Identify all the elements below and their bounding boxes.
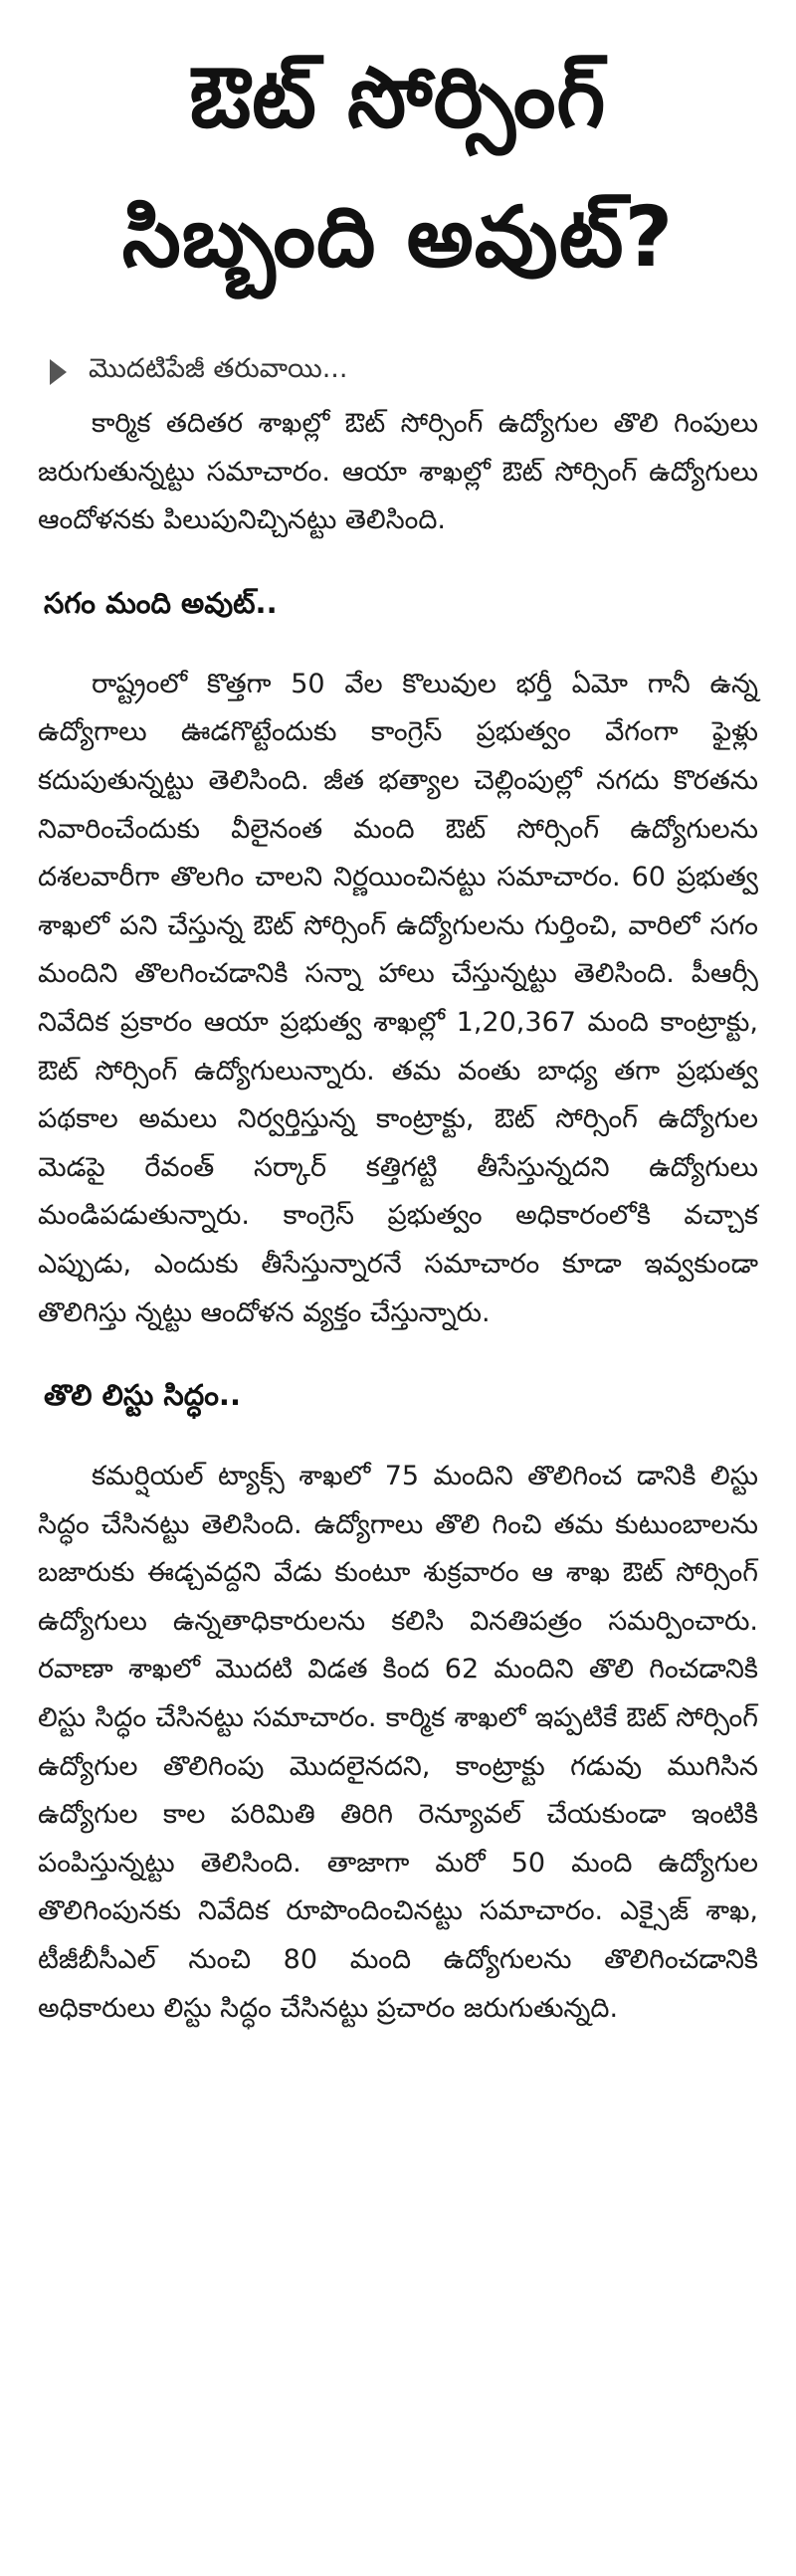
paragraph-intro: కార్మిక తదితర శాఖల్లో ఔట్ సోర్సింగ్ ఉద్యోగుల తొలి గింపులు జరుగుతున్నట్టు సమాచారం. ఆయా శాఖల్లో ఔట్ సోర్సింగ్ ఉద్యోగులు ఆందోళనకు పిలుపునిచ్చినట్టు తెలిసింది. xyxy=(38,408,758,536)
headline xyxy=(38,0,758,306)
paragraph-first-list: కమర్షియల్ ట్యాక్స్ శాఖలో 75 మందిని తొలిగించ డానికి లిస్టు సిద్ధం చేసినట్టు తెలిసింది. ఉద్యోగాలు తొలి గించి తమ కుటుంబాలను బజారుకు ఈడ్చవద్దని వేడు కుంటూ శుక్రవారం ఆ శాఖ ఔట్ సోర్సింగ్ ఉద్యోగులు ఉన్నతాధికారులను కలిసి వినతిపత్రం సమర్పించారు. రవాణా శాఖలో మొదటి విడత కింద 62 మందిని తొలి గించడానికి లిస్టు సిద్ధం చేసినట్టు సమాచారం. కార్మిక శాఖలో ఇప్పటికే ఔట్ సోర్సింగ్ ఉద్యోగుల తొలిగింపు మొదలైనదని, కాంట్రాక్టు గడువు ముగిసిన ఉద్యోగుల కాల పరిమితి తిరిగి రెన్యూవల్ చేయకుండా ఇంటికి పంపిస్తున్నట్టు తెలిసింది. తాజాగా మరో 50 మంది ఉద్యోగుల తొలిగింపునకు నివేదిక రూపొందించినట్టు సమాచారం. ఎక్సైజ్ శాఖ, టీజీబీసీఎల్ నుంచి 80 మంది ఉద్యోగులను తొలిగించడానికి అధికారులు లిస్టు సిద్ధం చేసినట్టు ప్రచారం జరుగుతున్నది. xyxy=(38,1461,758,2024)
chevron-right-icon xyxy=(50,359,67,385)
headline-line-2: సిబ్బంది అవుట్? xyxy=(121,188,675,286)
paragraph-half-out: రాష్ట్రంలో కొత్తగా 50 వేల కొలువుల భర్తీ ఏమో గానీ ఉన్న ఉద్యోగాలు ఊడగొట్టేందుకు కాంగ్రెస్ ప్రభుత్వం వేగంగా ఫైళ్లు కదుపుతున్నట్టు తెలిసింది. జీత భత్యాల చెల్లింపుల్లో నగదు కొరతను నివారించేందుకు వీలైనంత మంది ఔట్ సోర్సింగ్ ఉద్యోగులను దశలవారీగా తొలగిం చాలని నిర్ణయించినట్టు సమాచారం. 60 ప్రభుత్వ శాఖలో పని చేస్తున్న ఔట్ సోర్సింగ్ ఉద్యోగులను గుర్తించి, వారిలో సగం మందిని తొలగించడానికి సన్నా హాలు చేస్తున్నట్టు తెలిసింది. పీఆర్సీ నివేదిక ప్రకారం ఆయా ప్రభుత్వ శాఖల్లో 1,20,367 మంది కాంట్రాక్టు, ఔట్ సోర్సింగ్ ఉద్యోగులున్నారు. తమ వంతు బాధ్య తగా ప్రభుత్వ పథకాల అమలు నిర్వర్తిస్తున్న కాంట్రాక్టు, ఔట్ సోర్సింగ్ ఉద్యోగుల మెడపై రేవంత్ సర్కార్ కత్తిగట్టి తీసేస్తున్నదని ఉద్యోగులు మండిపడుతున్నారు. కాంగ్రెస్ ప్రభుత్వం అధికారంలోకి వచ్చాక ఎప్పుడు, ఎందుకు తీసేస్తున్నారనే సమాచారం కూడా ఇవ్వకుండా తొలిగిస్తు న్నట్టు ఆందోళన వ్యక్తం చేస్తున్నారు. xyxy=(38,668,758,1328)
continuation-marker xyxy=(38,350,758,394)
continuation-text: మొదటిపేజీ తరువాయి... xyxy=(89,353,348,384)
headline-line-1: ఔట్ సోర్సింగ్ xyxy=(189,49,607,146)
subheading-first-list: తొలి లిస్టు సిద్ధం.. xyxy=(44,1378,241,1413)
subheading-half-out: సగం మంది అవుట్.. xyxy=(44,585,278,620)
